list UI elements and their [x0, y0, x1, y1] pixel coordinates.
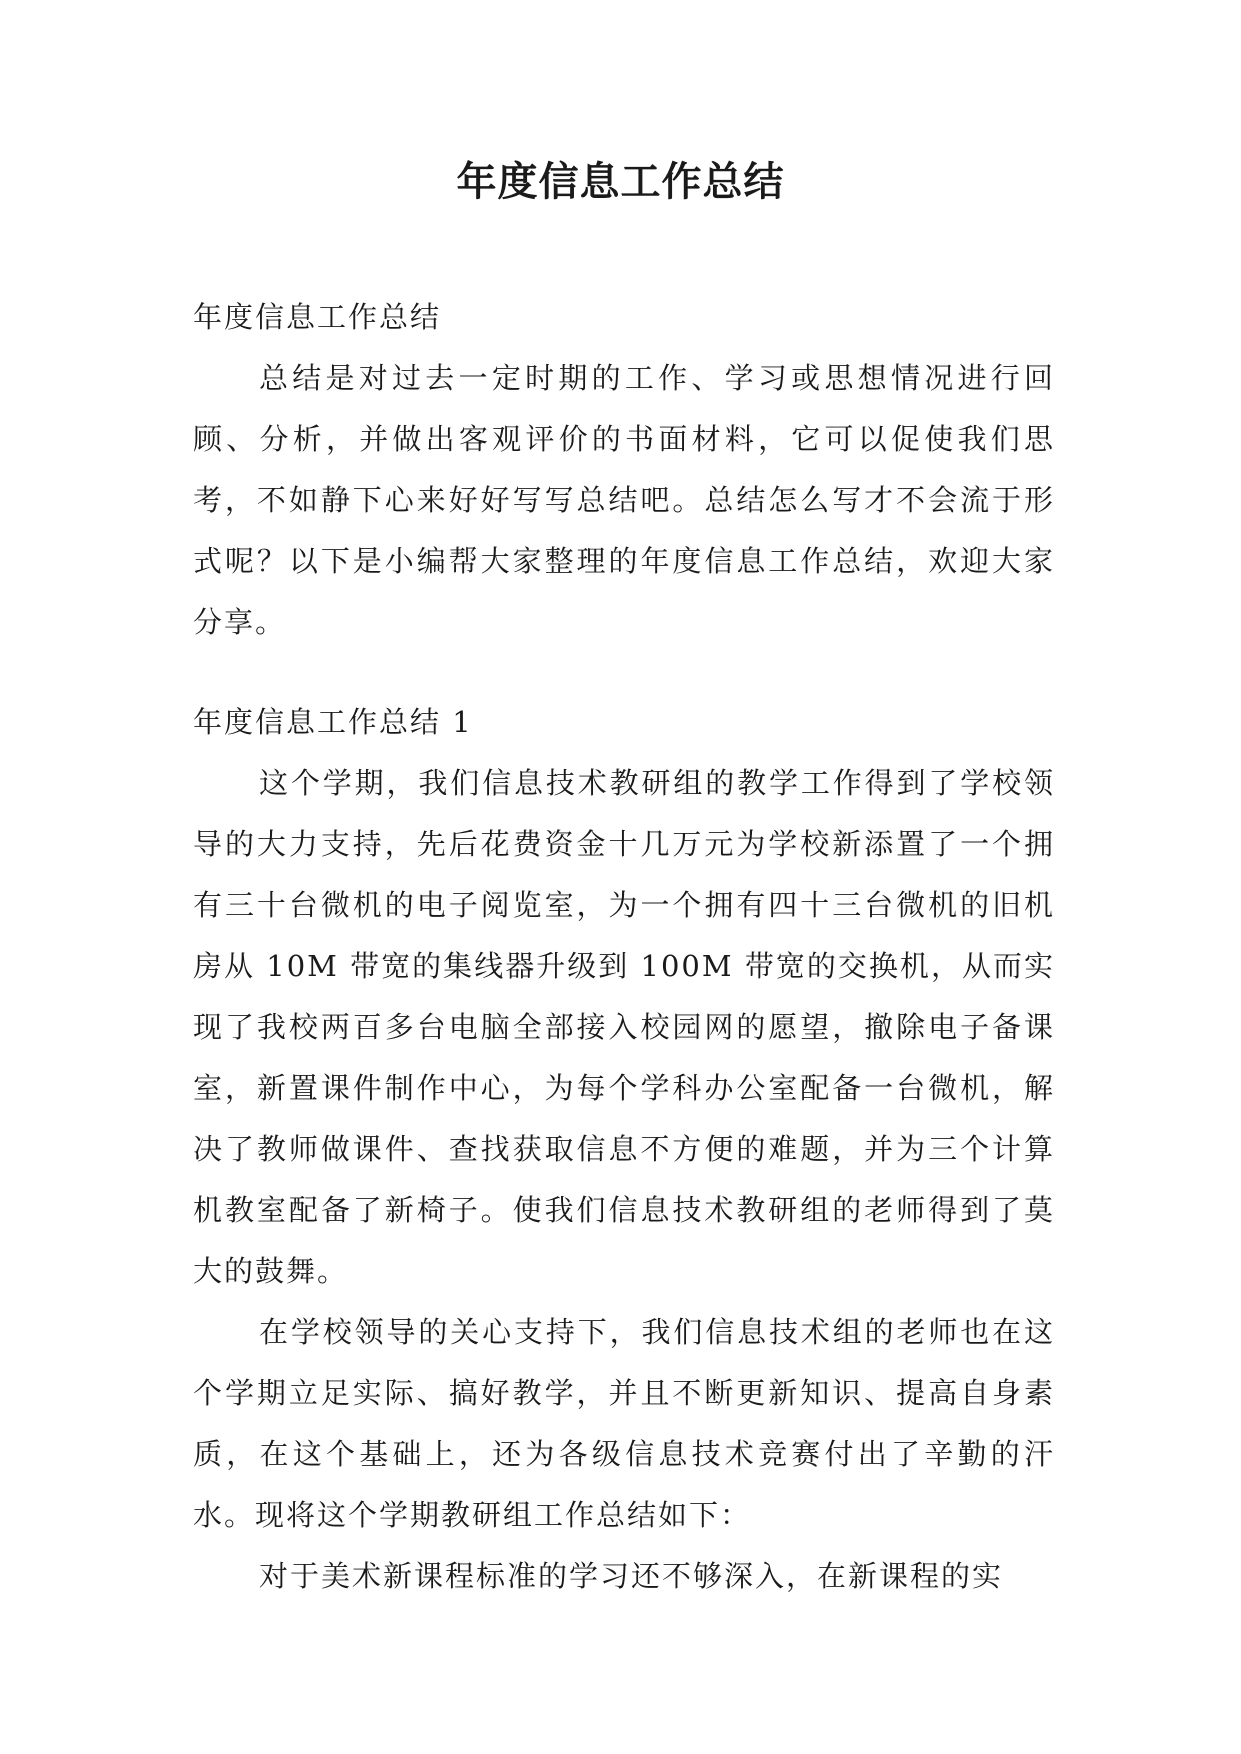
section-1-paragraph-1: 这个学期，我们信息技术教研组的教学工作得到了学校领导的大力支持，先后花费资金十几万元为学校新添置了一个拥有三十台微机的电子阅览室，为一个拥有四十三台微机的旧机房从 10M 带宽的集线器升级到 100M 带宽的交换机，从而实现了我校两百多台电脑全部接入校园网的愿望，撤除电子备课室，新置课件制作中心，为每个学科办公室配备一台微机，解决了教师做课件、查找获取信息不方便的难题，并为三个计算机教室配备了新椅子。使我们信息技术教研组的老师得到了莫大的鼓舞。 — [193, 766, 1055, 1288]
intro-section — [193, 287, 1055, 653]
intro-heading: 年度信息工作总结 — [193, 300, 442, 334]
section-1-paragraph-2: 在学校领导的关心支持下，我们信息技术组的老师也在这个学期立足实际、搞好教学，并且不断更新知识、提高自身素质，在这个基础上，还为各级信息技术竞赛付出了辛勤的汗水。现将这个学期教研组工作总结如下： — [193, 1315, 1055, 1532]
section-1-heading: 年度信息工作总结 1 — [193, 705, 473, 739]
section-1-paragraph-3: 对于美术新课程标准的学习还不够深入，在新课程的实 — [259, 1559, 1004, 1593]
section-1 — [193, 692, 1055, 1607]
intro-paragraph: 总结是对过去一定时期的工作、学习或思想情况进行回顾、分析，并做出客观评价的书面材料，它可以促使我们思考，不如静下心来好好写写总结吧。总结怎么写才不会流于形式呢？以下是小编帮大家整理的年度信息工作总结，欢迎大家分享。 — [193, 361, 1055, 639]
document-title: 年度信息工作总结 — [456, 159, 785, 205]
